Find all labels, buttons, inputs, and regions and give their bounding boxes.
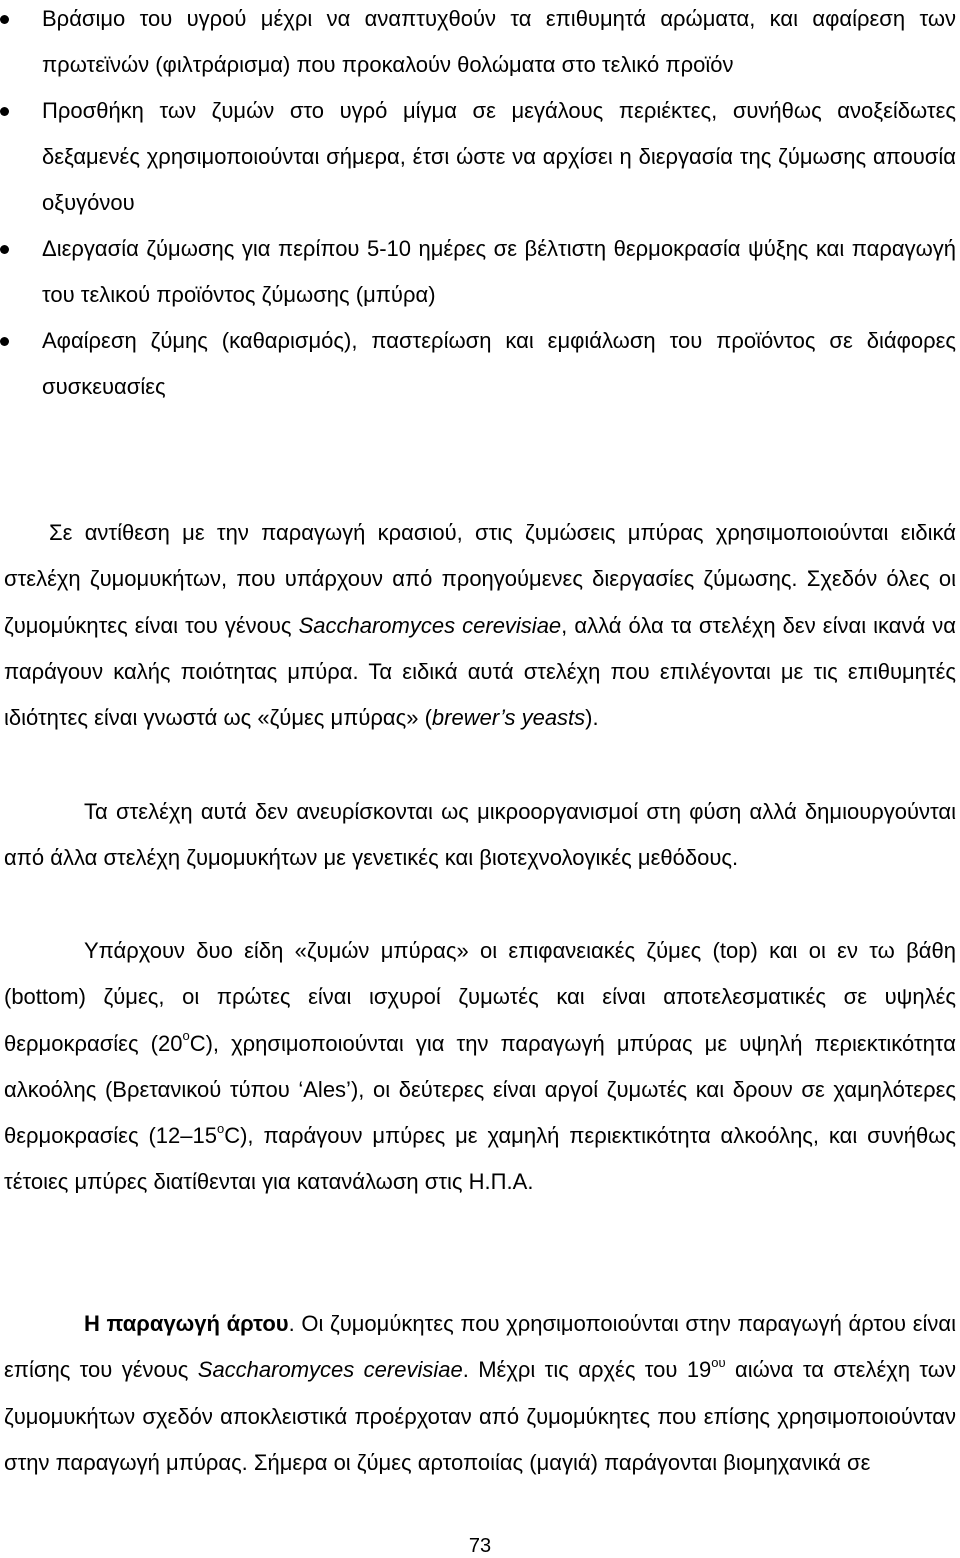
paragraph-strain-origin: Τα στελέχη αυτά δεν ανευρίσκονται ως μικροοργανισμοί στη φύση αλλά δημιουργούνται από άλλα στελέχη ζυμομυκήτων με γενετικές και βιοτεχνολογικές μεθόδους. (4, 799, 956, 871)
english-term: brewer’s yeasts (431, 705, 586, 731)
list-item-text: Προσθήκη των ζυμών στο υγρό μίγμα σε μεγάλους περιέκτες, συνήθως ανοξείδωτες δεξαμενές χρησιμοποιούνται σήμερα, έτσι ώστε να αρχίσει η διεργασία της ζύμωσης απουσία οξυγόνου (42, 98, 956, 215)
paragraph-bread-production: Η παραγωγή άρτου. Οι ζυμομύκητες που χρησιμοποιούνται στην παραγωγή άρτου είναι επίσης του γένους Saccharomyces cerevisiae. Μέχρι τις αρχές του $19^{o\upsilon}$ αιώνα τα στελέχη των ζυμομυκήτων σχεδόν αποκλειστικά προέρχοταν από ζυμομύκητες που επίσης χρησιμοποιούνταν στην παραγωγή μπύρας. Σήμερα οι ζύμες αρτοποιίας (μαγιά) παράγονται βιομηχανικά σε (4, 1311, 957, 1475)
species-name: Saccharomyces cerevisiae (298, 612, 562, 638)
list-item-text: Αφαίρεση ζύμης (καθαρισμός), παστερίωση και εμφιάλωση του προϊόντος σε διάφορες συσκευασίες (42, 328, 956, 399)
bullet-icon (0, 337, 9, 346)
process-steps-list (0, 0, 960, 410)
bullet-icon (0, 15, 9, 24)
list-item (0, 318, 960, 410)
page-number: 73 (468, 1535, 492, 1557)
degree-sign: ο (182, 1028, 190, 1044)
paragraph-beer-yeasts: Σε αντίθεση με την παραγωγή κρασιού, στις ζυμώσεις μπύρας χρησιμοποιούνται ειδικά στελέχη ζυμομυκήτων, που υπάρχουν από προηγούμενες διεργασίες ζύμωσης. Σχεδόν όλες οι ζυμομύκητες είναι του γένους Saccharomyces cerevisiae, αλλά όλα τα στελέχη δεν είναι ικανά να παράγουν καλής ποιότητας μπύρα. Τα ειδικά αυτά στελέχη που επιλέγονται με τις επιθυμητές ιδιότητες είναι γνωστά ως «ζύμες μπύρας» (brewer’s yeasts). (4, 520, 956, 731)
list-item-text: Βράσιμο του υγρού μέχρι να αναπτυχθούν τα επιθυμητά αρώματα, και αφαίρεση των πρωτεϊνών (φιλτράρισμα) που προκαλούν θολώματα στο τελικό προϊόν (42, 6, 956, 77)
species-name: Saccharomyces cerevisiae (197, 1357, 463, 1383)
degree-sign: ο (216, 1120, 225, 1136)
list-item-text: Διεργασία ζύμωσης για περίπου 5-10 ημέρες σε βέλτιστη θερμοκρασία ψύξης και παραγωγή του τελικού προϊόντος ζύμωσης (μπύρα) (42, 236, 956, 307)
bullet-icon (0, 245, 9, 254)
bullet-icon (0, 107, 9, 116)
list-item (0, 0, 960, 88)
ordinal-suffix: ου (711, 1354, 726, 1370)
paragraph-yeast-types: Υπάρχουν δυο είδη «ζυμών μπύρας» οι επιφανειακές ζύμες (top) και οι εν τω βάθη (bottom) ζύμες, οι πρώτες είναι ισχυροί ζυμωτές και είναι αποτελεσματικές σε υψηλές θερμοκρασίες $(20^oC)$, χρησιμοποιούνται για την παραγωγή μπύρας με υψηλή περιεκτικότητα αλκοόλης (Βρετανικού τύπου ‘Ales’), οι δεύτερες είναι αργοί ζυμωτές και δρουν σε χαμηλότερες θερμοκρασίες $(12-15^oC)$, παράγουν μπύρες με χαμηλή περιεκτικότητα αλκοόλης, και συνήθως τέτοιες μπύρες διατίθενται για κατανάλωση στις Η.Π.Α. (4, 938, 956, 1195)
list-item (0, 88, 960, 226)
list-item (0, 226, 960, 318)
section-heading: Η παραγωγή άρτου (84, 1311, 289, 1336)
